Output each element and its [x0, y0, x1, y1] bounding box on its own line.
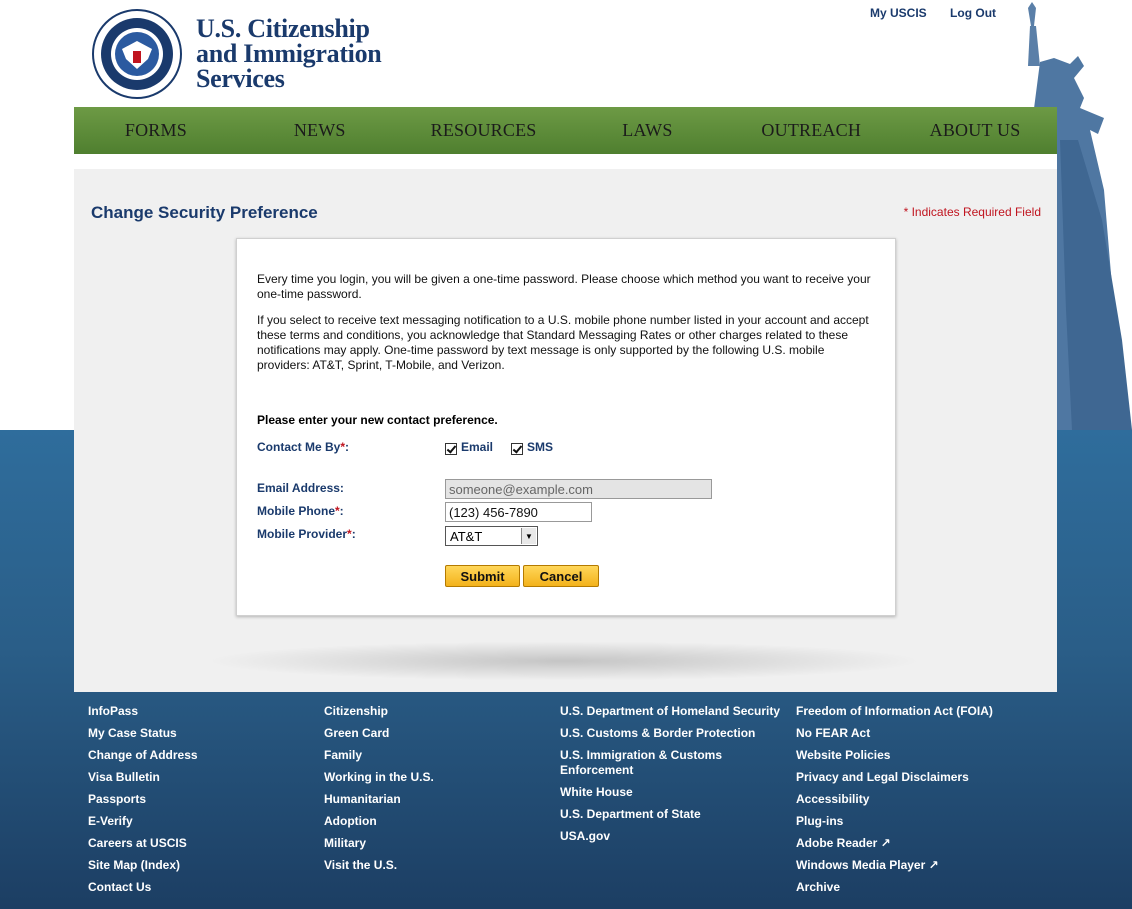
footer-link-careers[interactable]: Careers at USCIS — [88, 836, 187, 850]
nav-news[interactable]: NEWS — [293, 120, 346, 140]
footer-link-plug-ins[interactable]: Plug-ins — [796, 814, 844, 828]
nav-resources[interactable]: RESOURCES — [430, 120, 537, 140]
logout-link[interactable]: Log Out — [950, 6, 997, 20]
chevron-down-icon[interactable]: ▼ — [521, 528, 536, 544]
footer — [74, 692, 1057, 909]
sms-option-label: SMS — [527, 440, 554, 454]
top-links — [870, 6, 1016, 20]
card-shadow — [204, 641, 924, 681]
footer-link-citizenship[interactable]: Citizenship — [324, 704, 389, 718]
nav-about-us[interactable]: ABOUT US — [929, 120, 1021, 140]
footer-link-contact-us[interactable]: Contact Us — [88, 880, 152, 894]
mobile-provider-label-text: Mobile Provider — [257, 527, 348, 541]
contact-me-by-label: Contact Me By*: — [257, 440, 350, 454]
footer-link-privacy[interactable]: Privacy and Legal Disclaimers — [796, 770, 969, 784]
footer-link-my-case-status[interactable]: My Case Status — [88, 726, 177, 740]
footer-link-no-fear-act[interactable]: No FEAR Act — [796, 726, 871, 740]
email-option[interactable] — [445, 440, 493, 454]
footer-link-foia[interactable]: Freedom of Information Act (FOIA) — [796, 704, 993, 718]
agency-name-line3: Services — [196, 64, 285, 93]
cancel-button[interactable]: Cancel — [523, 565, 599, 587]
footer-link-humanitarian[interactable]: Humanitarian — [324, 792, 401, 806]
email-checkbox[interactable] — [445, 443, 457, 455]
footer-link-site-map[interactable]: Site Map (Index) — [88, 858, 181, 872]
footer-column-4 — [796, 704, 993, 902]
mobile-phone-label-text: Mobile Phone — [257, 504, 335, 518]
sms-terms-text: If you select to receive text messaging notification to a U.S. mobile phone number listed in your account and accept these terms and conditions, you acknowledge that Standard Messaging Rates or other charges related to these notifications may apply. One-time password by text message is only supported by the following U.S. mobile providers: AT&T, Sprint, T-Mobile, and Verizon. — [257, 313, 869, 372]
submit-button[interactable]: Submit — [445, 565, 520, 587]
contact-method-options — [445, 440, 565, 454]
required-field-note: * Indicates Required Field — [903, 205, 1041, 219]
footer-link-accessibility[interactable]: Accessibility — [796, 792, 870, 806]
footer-link-visit-us[interactable]: Visit the U.S. — [324, 858, 398, 872]
dhs-seal-logo — [92, 9, 182, 99]
footer-link-passports[interactable]: Passports — [88, 792, 147, 806]
footer-link-green-card[interactable]: Green Card — [324, 726, 390, 740]
mobile-provider-value: AT&T — [450, 528, 483, 544]
main-content — [74, 154, 1057, 692]
nav-forms[interactable]: FORMS — [124, 120, 187, 140]
mobile-phone-field[interactable] — [445, 502, 592, 522]
footer-link-ice[interactable]: U.S. Immigration & Customs Enforcement — [560, 748, 723, 777]
footer-link-working-in-us[interactable]: Working in the U.S. — [324, 770, 434, 784]
email-option-label: Email — [461, 440, 494, 454]
nav-outreach[interactable]: OUTREACH — [761, 120, 862, 140]
footer-link-family[interactable]: Family — [324, 748, 363, 762]
mobile-provider-select[interactable] — [445, 526, 538, 546]
my-uscis-link[interactable]: My USCIS — [870, 6, 927, 20]
agency-name — [196, 16, 381, 91]
mobile-phone-label: Mobile Phone*: — [257, 504, 344, 518]
footer-link-dhs[interactable]: U.S. Department of Homeland Security — [560, 704, 781, 718]
mobile-provider-label: Mobile Provider*: — [257, 527, 356, 541]
security-preference-form — [236, 238, 896, 616]
footer-link-military[interactable]: Military — [324, 836, 367, 850]
footer-link-adobe-reader[interactable]: Adobe Reader ↗ — [796, 836, 891, 850]
footer-column-1 — [88, 704, 198, 902]
footer-link-windows-media-player[interactable]: Windows Media Player ↗ — [796, 858, 939, 872]
otp-intro-text: Every time you login, you will be given a one-time password. Please choose which method you want to receive your one-time password. — [257, 272, 871, 301]
nav-laws[interactable]: LAWS — [622, 120, 673, 140]
email-address-field[interactable] — [445, 479, 712, 499]
footer-link-infopass[interactable]: InfoPass — [88, 704, 139, 718]
contact-preference-prompt: Please enter your new contact preference. — [257, 413, 498, 427]
contact-me-by-label-text: Contact Me By — [257, 440, 341, 454]
footer-column-2 — [324, 704, 434, 880]
main-nav — [74, 107, 1057, 154]
footer-link-change-of-address[interactable]: Change of Address — [88, 748, 198, 762]
page-title: Change Security Preference — [91, 203, 318, 222]
footer-link-website-policies[interactable]: Website Policies — [796, 748, 891, 762]
footer-link-state-dept[interactable]: U.S. Department of State — [560, 807, 701, 821]
footer-link-archive[interactable]: Archive — [796, 880, 841, 894]
content-panel — [74, 169, 1057, 692]
agency-name-line1: U.S. Citizenship — [196, 14, 370, 43]
sms-checkbox[interactable] — [511, 443, 523, 455]
footer-link-adoption[interactable]: Adoption — [324, 814, 377, 828]
footer-link-e-verify[interactable]: E-Verify — [88, 814, 133, 828]
footer-link-white-house[interactable]: White House — [560, 785, 633, 799]
agency-name-line2: and Immigration — [196, 39, 382, 68]
email-address-label: Email Address: — [257, 481, 344, 495]
footer-link-usa-gov[interactable]: USA.gov — [560, 829, 611, 843]
footer-column-3 — [560, 704, 785, 851]
footer-link-visa-bulletin[interactable]: Visa Bulletin — [88, 770, 160, 784]
footer-link-cbp[interactable]: U.S. Customs & Border Protection — [560, 726, 756, 740]
sms-option[interactable] — [511, 440, 553, 454]
